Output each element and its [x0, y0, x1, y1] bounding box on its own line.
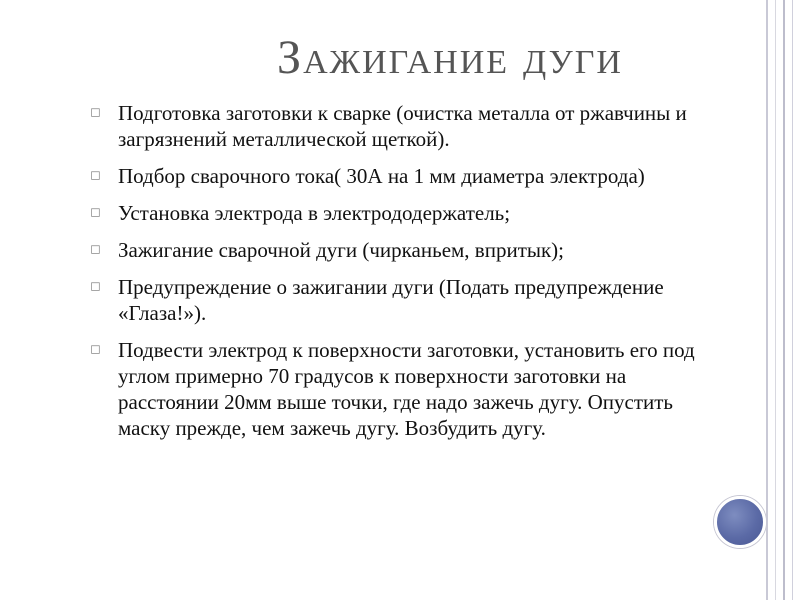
decorative-line [766, 0, 768, 600]
bullet-item [90, 100, 730, 152]
slide-title: Зажигание дуги [277, 31, 623, 84]
bullet-text: Подготовка заготовки к сварке (очистка металла от ржавчины и загрязнений металлической щеткой). [118, 101, 687, 151]
bullet-text: Подвести электрод к поверхности заготовки, установить его под углом примерно 70 градусов к поверхности заготовки на расстоянии 20мм выше точки, где надо зажечь дугу. Опустить маску прежде, чем зажечь дугу. Возбудить дугу. [118, 338, 695, 440]
decorative-line [792, 0, 793, 600]
bullet-text: Подбор сварочного тока( 30А на 1 мм диаметра электрода) [118, 164, 645, 188]
square-bullet-icon: ◻ [90, 105, 101, 120]
bullet-item [90, 200, 730, 226]
bullet-list [90, 100, 730, 452]
bullet-item [90, 237, 730, 263]
bullet-item [90, 163, 730, 189]
bullet-text: Предупреждение о зажигании дуги (Подать предупреждение «Глаза!»). [118, 275, 664, 325]
square-bullet-icon: ◻ [90, 279, 101, 294]
square-bullet-icon: ◻ [90, 205, 101, 220]
square-bullet-icon: ◻ [90, 168, 101, 183]
bullet-item [90, 274, 730, 326]
decorative-line [783, 0, 785, 600]
square-bullet-icon: ◻ [90, 242, 101, 257]
bullet-text: Установка электрода в электрододержатель; [118, 201, 511, 225]
decorative-circle [714, 496, 766, 548]
bullet-item [90, 337, 730, 441]
bullet-text: Зажигание сварочной дуги (чирканьем, впритык); [118, 238, 565, 262]
decorative-line [775, 0, 776, 600]
square-bullet-icon: ◻ [90, 342, 101, 357]
